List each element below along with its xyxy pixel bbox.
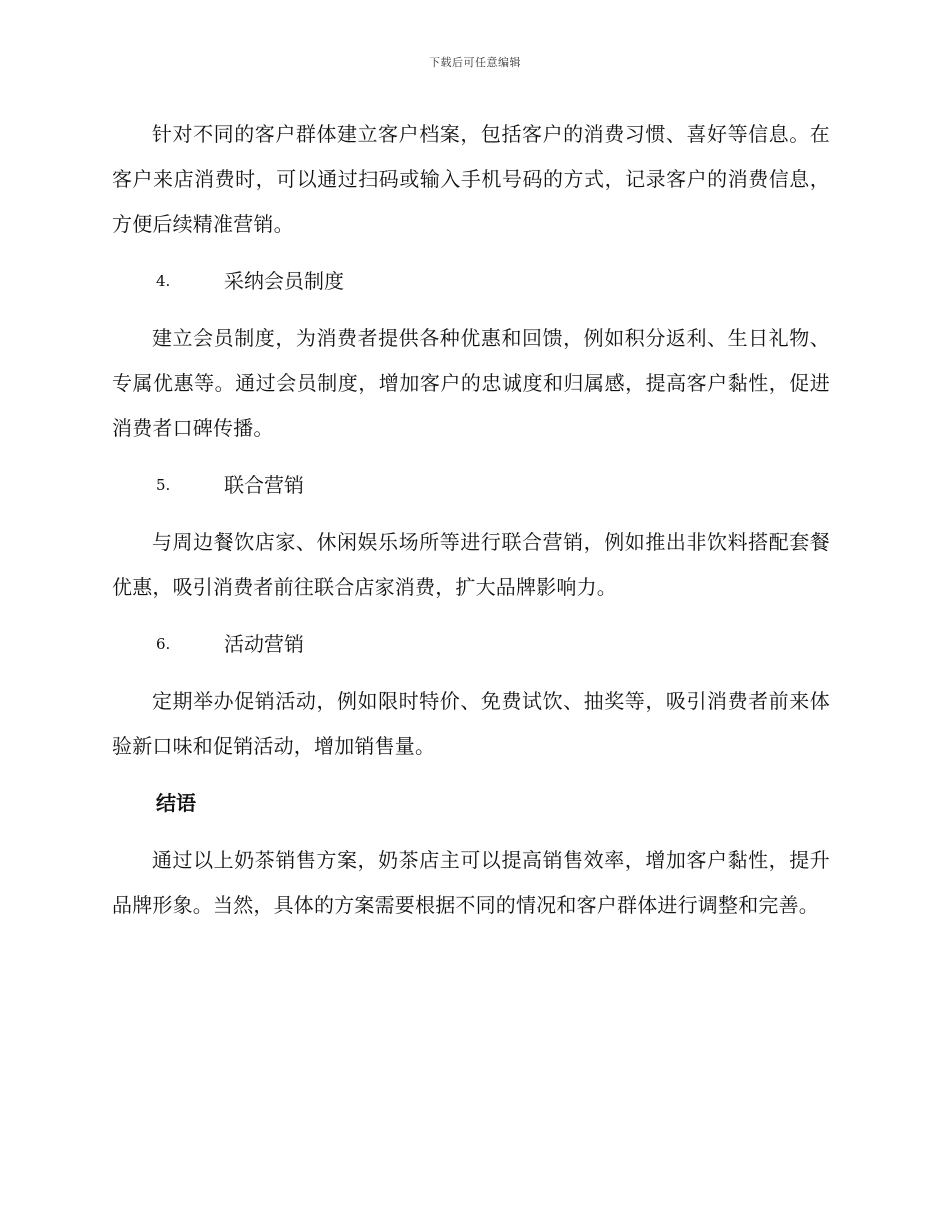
list-item-number: 4. bbox=[156, 272, 171, 290]
list-item-label: 采纳会员制度 bbox=[224, 269, 344, 293]
paragraph-customer-profile: 针对不同的客户群体建立客户档案，包括客户的消费习惯、喜好等信息。在客户来店消费时，可以通过扫码或输入手机号码的方式，记录客户的消费信息，方便后续精准营销。 bbox=[112, 122, 830, 236]
list-item-number: 5. bbox=[156, 476, 171, 494]
list-item-joint-marketing bbox=[112, 463, 830, 508]
list-item-membership bbox=[112, 259, 830, 304]
list-item-label: 联合营销 bbox=[224, 473, 304, 497]
document-body bbox=[112, 112, 830, 940]
paragraph-conclusion: 通过以上奶茶销售方案，奶茶店主可以提高销售效率，增加客户黏性，提升品牌形象。当然，具体的方案需要根据不同的情况和客户群体进行调整和完善。 bbox=[112, 848, 830, 917]
page-header: 下载后可任意编辑 bbox=[429, 56, 521, 69]
paragraph-membership: 建立会员制度，为消费者提供各种优惠和回馈，例如积分返利、生日礼物、专属优惠等。通过会员制度，增加客户的忠诚度和归属感，提高客户黏性，促进消费者口碑传播。 bbox=[112, 326, 830, 440]
list-item-number: 6. bbox=[156, 635, 171, 653]
section-heading-conclusion: 结语 bbox=[156, 791, 196, 815]
paragraph-joint-marketing: 与周边餐饮店家、休闲娱乐场所等进行联合营销，例如推出非饮料搭配套餐优惠，吸引消费者前往联合店家消费，扩大品牌影响力。 bbox=[112, 530, 830, 599]
paragraph-event-marketing: 定期举办促销活动，例如限时特价、免费试饮、抽奖等，吸引消费者前来体验新口味和促销活动，增加销售量。 bbox=[112, 689, 830, 758]
list-item-label: 活动营销 bbox=[224, 632, 304, 656]
list-item-event-marketing bbox=[112, 622, 830, 667]
